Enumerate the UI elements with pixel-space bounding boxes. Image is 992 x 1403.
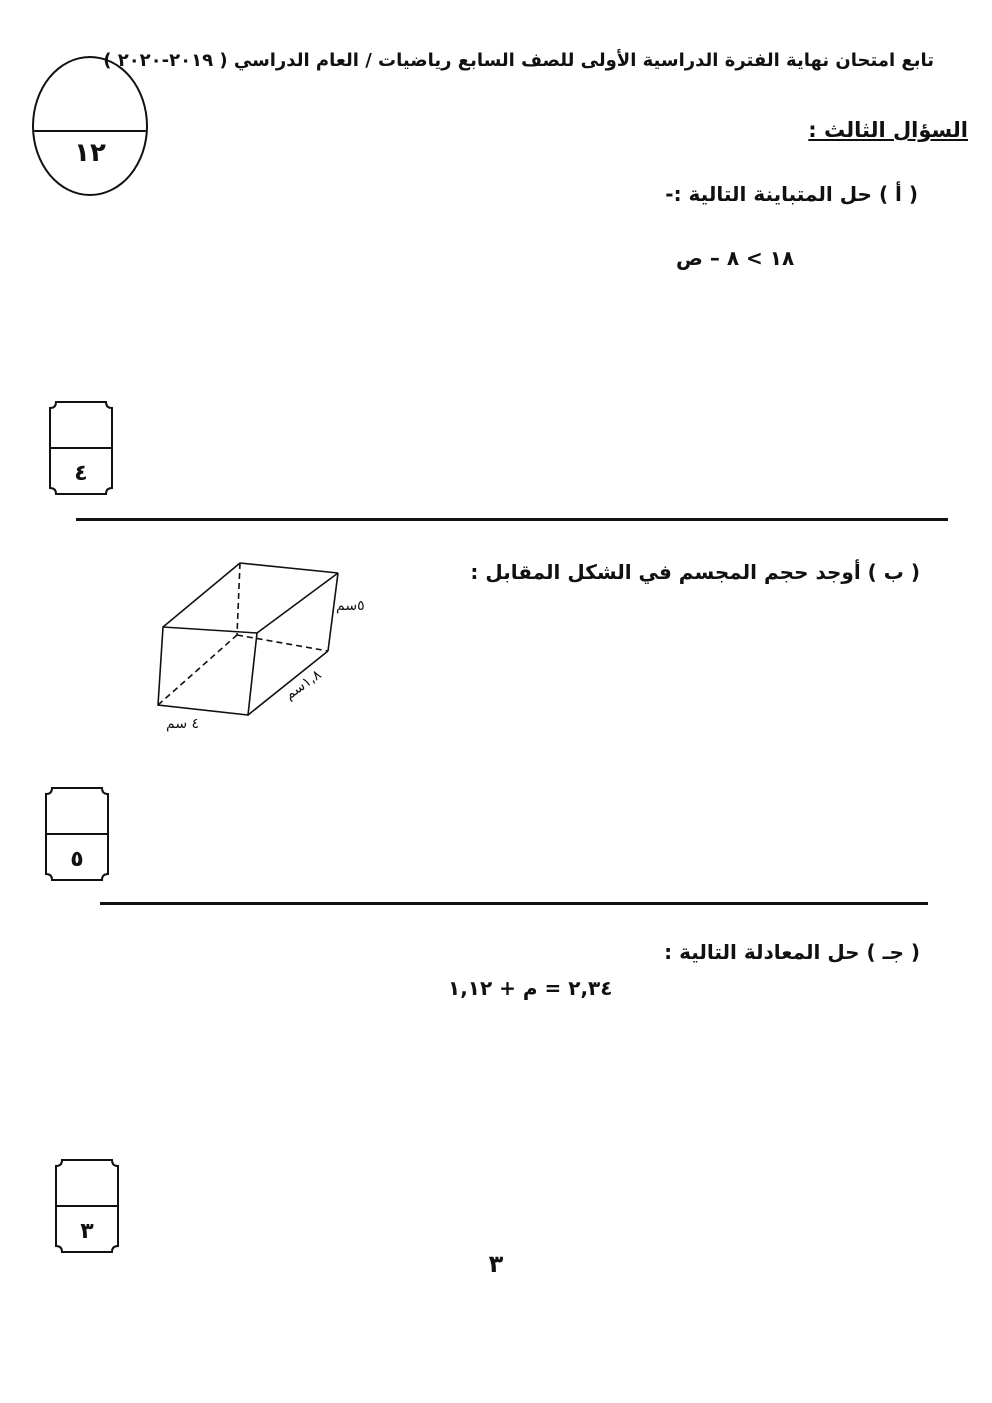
exam-header-title: تابع امتحان نهاية الفترة الدراسية الأولى للصف السابع رياضيات / العام الدراسي ( ٢٠١٩-٢٠٢٠ ) bbox=[103, 50, 934, 71]
section-separator bbox=[76, 518, 948, 521]
part-c-mark-box bbox=[54, 1158, 120, 1254]
section-separator bbox=[100, 902, 928, 905]
cuboid-figure bbox=[150, 555, 350, 725]
part-a-mark-value: ٤ bbox=[74, 461, 88, 486]
part-b-label: ( ب ) أوجد حجم المجسم في الشكل المقابل : bbox=[470, 560, 920, 584]
part-a-label: ( أ ) حل المتباينة التالية :- bbox=[665, 182, 918, 206]
dimension-depth-label: ١,٨سم bbox=[282, 666, 325, 704]
part-c-mark-value: ٣ bbox=[80, 1219, 94, 1244]
total-mark-value: ١٢ bbox=[74, 138, 106, 168]
part-b-mark-value: ٥ bbox=[70, 847, 84, 872]
total-mark-oval bbox=[32, 56, 148, 196]
dimension-width-label: ٤ سم bbox=[166, 716, 200, 732]
part-c-label: ( جـ ) حل المعادلة التالية : bbox=[664, 940, 920, 964]
dimension-height-label: ٥سم bbox=[336, 598, 365, 614]
page-number: ٣ bbox=[488, 1250, 504, 1278]
part-c-equation: ٢,٣٤ = م + ١,١٢ bbox=[448, 976, 613, 1000]
part-b-mark-box bbox=[44, 786, 110, 882]
part-a-inequality: ١٨ > ٨ – ص bbox=[676, 246, 795, 270]
question-title: السؤال الثالث : bbox=[808, 118, 968, 142]
oval-divider bbox=[34, 130, 146, 132]
part-a-mark-box bbox=[48, 400, 114, 496]
